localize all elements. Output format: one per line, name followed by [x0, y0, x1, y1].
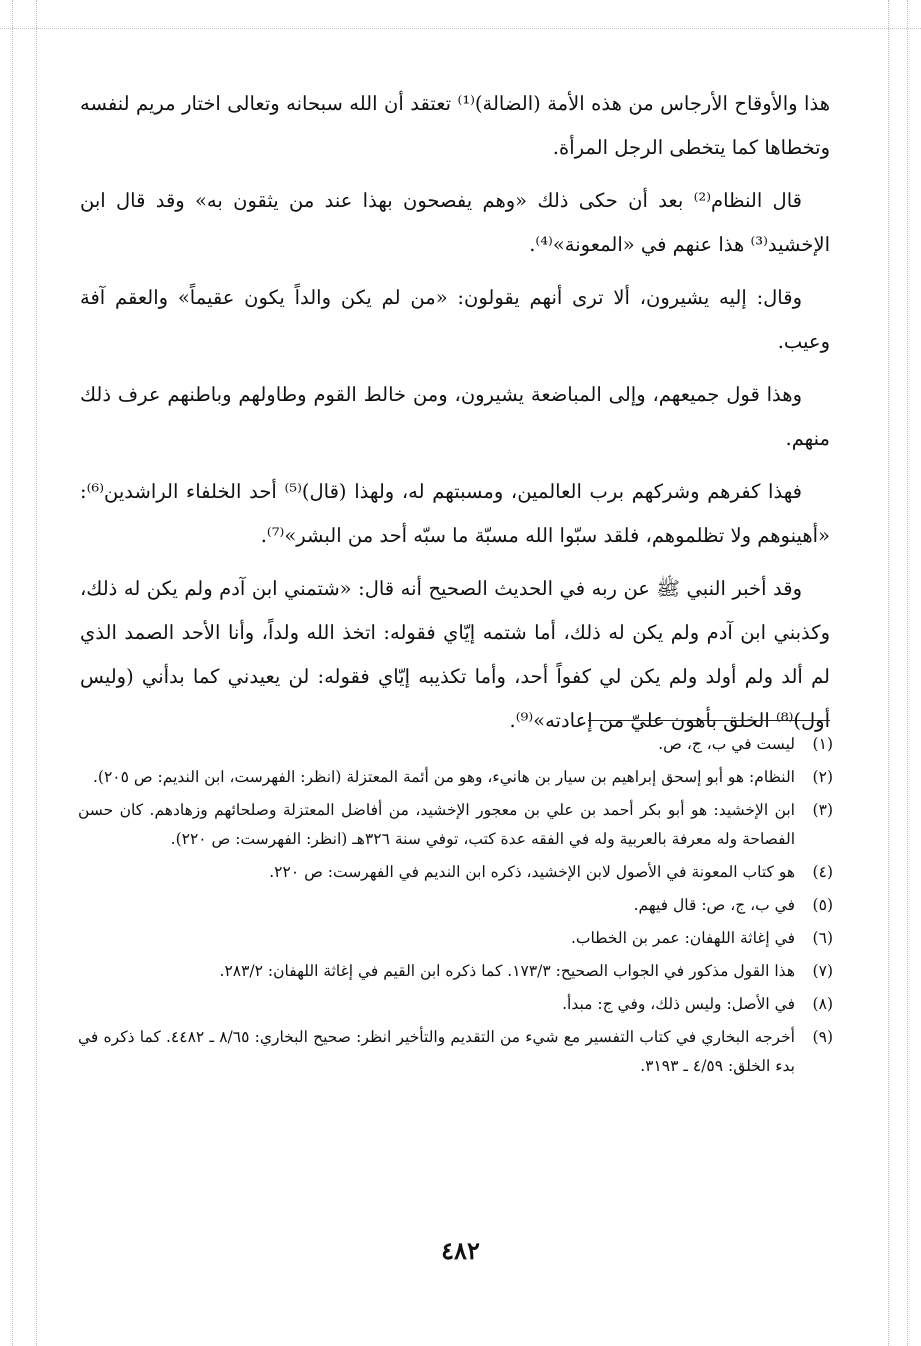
footnote-item: [78, 957, 833, 986]
footnote-text: النظام: هو أبو إسحق إبراهيم بن سيار بن هانيء، وهو من أئمة المعتزلة (انظر: الفهرست، ابن النديم: ص ٢٠٥).: [93, 768, 795, 786]
guide-line-left-outer: [12, 0, 13, 1346]
footnote-text: هذا القول مذكور في الجواب الصحيح: ١٧٣/٣. كما ذكره ابن القيم في إغاثة اللهفان: ٢٨٣/٢.: [219, 962, 795, 980]
footnotes-section: [78, 730, 833, 1085]
footnote-number: (٨): [812, 995, 833, 1013]
paragraph-3: وقال: إليه يشيرون، ألا ترى أنهم يقولون: «من لم يكن والداً يكون عقيماً» والعقم آفة وعيب.: [80, 286, 830, 353]
footnote-number: (١): [812, 735, 833, 753]
paragraph-5: فهذا كفرهم وشركهم برب العالمين، ومسبتهم له، ولهذا (قال)⁽⁵⁾ أحد الخلفاء الراشدين⁽⁶⁾: «أهينوهم ولا تظلموهم، فلقد سبّوا الله مسبّة ما سبّه أحد من البشر»⁽⁷⁾.: [80, 480, 830, 547]
guide-line-top: [0, 28, 921, 29]
footnote-item: [78, 1023, 833, 1081]
paragraph-6: وقد أخبر النبي ﷺ عن ربه في الحديث الصحيح أنه قال: «شتمني ابن آدم ولم يكن له ذلك، وكذبني ابن آدم ولم يكن له ذلك، أما شتمه إيّاي فقوله: اتخذ الله ولداً، وأنا الأحد الصمد الذي لم ألد ولم أولد ولم يكن لي كفواً أحد، وأما تكذيبه إيّاي فقوله: لن يعيدني كما بدأني (وليس أول)⁽⁸⁾ الخلق بأهون عليّ من إعادته»⁽⁹⁾.: [80, 577, 830, 732]
footnote-text: في ب، ج، ص: قال فيهم.: [633, 896, 795, 914]
footnote-number: (٣): [812, 801, 833, 819]
footnote-item: [78, 924, 833, 953]
paragraph-2: قال النظام⁽²⁾ بعد أن حكى ذلك «وهم يفصحون بهذا عند من يثقون به» وقد قال ابن الإخشيد⁽³⁾ هذا عنهم في «المعونة»⁽⁴⁾.: [80, 189, 830, 256]
footnote-separator: [588, 720, 830, 721]
footnote-number: (٢): [812, 768, 833, 786]
footnote-text: هو كتاب المعونة في الأصول لابن الإخشيد، ذكره ابن النديم في الفهرست: ص ٢٢٠.: [269, 863, 795, 881]
page-number: ٤٨٢: [441, 1236, 480, 1265]
footnote-number: (٤): [812, 863, 833, 881]
footnote-text: ليست في ب، ج، ص.: [658, 735, 795, 753]
footnote-text: في الأصل: وليس ذلك، وفي ج: مبدأ.: [562, 995, 795, 1013]
footnote-text: في إغاثة اللهفان: عمر بن الخطاب.: [570, 929, 795, 947]
paragraph-1: هذا والأوقاح الأرجاس من هذه الأمة (الضالة)⁽¹⁾ تعتقد أن الله سبحانه وتعالى اختار مريم لنفسه وتخطاها كما يتخطى الرجل المرأة.: [80, 92, 830, 159]
footnote-number: (٩): [812, 1028, 833, 1046]
footnote-number: (٥): [812, 896, 833, 914]
footnote-item: [78, 990, 833, 1019]
footnote-item: [78, 891, 833, 920]
guide-line-right-outer: [907, 0, 908, 1346]
footnote-item: [78, 796, 833, 854]
footnote-number: (٧): [812, 962, 833, 980]
main-text-body: [80, 82, 830, 752]
footnote-text: أخرجه البخاري في كتاب التفسير مع شيء من التقديم والتأخير انظر: صحيح البخاري: ٨/٦٥ ـ ٤٤٨٢. كما ذكره في بدء الخلق: ٤/٥٩ ـ ٣١٩٣.: [78, 1028, 795, 1075]
guide-line-left-inner: [36, 0, 37, 1346]
guide-line-right-inner: [888, 0, 889, 1346]
footnote-item: [78, 763, 833, 792]
footnote-text: ابن الإخشيد: هو أبو بكر أحمد بن علي بن معجور الإخشيد، من أفاضل المعتزلة وصلحائهم وزهادهم. كان حسن الفصاحة وله معرفة بالعربية وله في الفقه عدة كتب، توفي سنة ٣٢٦هـ (انظر: الفهرست: ص ٢٢٠).: [78, 801, 795, 848]
paragraph-4: وهذا قول جميعهم، وإلى المباضعة يشيرون، ومن خالط القوم وطاولهم وباطنهم عرف ذلك منهم.: [80, 383, 830, 450]
footnote-item: [78, 730, 833, 759]
footnote-number: (٦): [812, 929, 833, 947]
footnote-item: [78, 858, 833, 887]
